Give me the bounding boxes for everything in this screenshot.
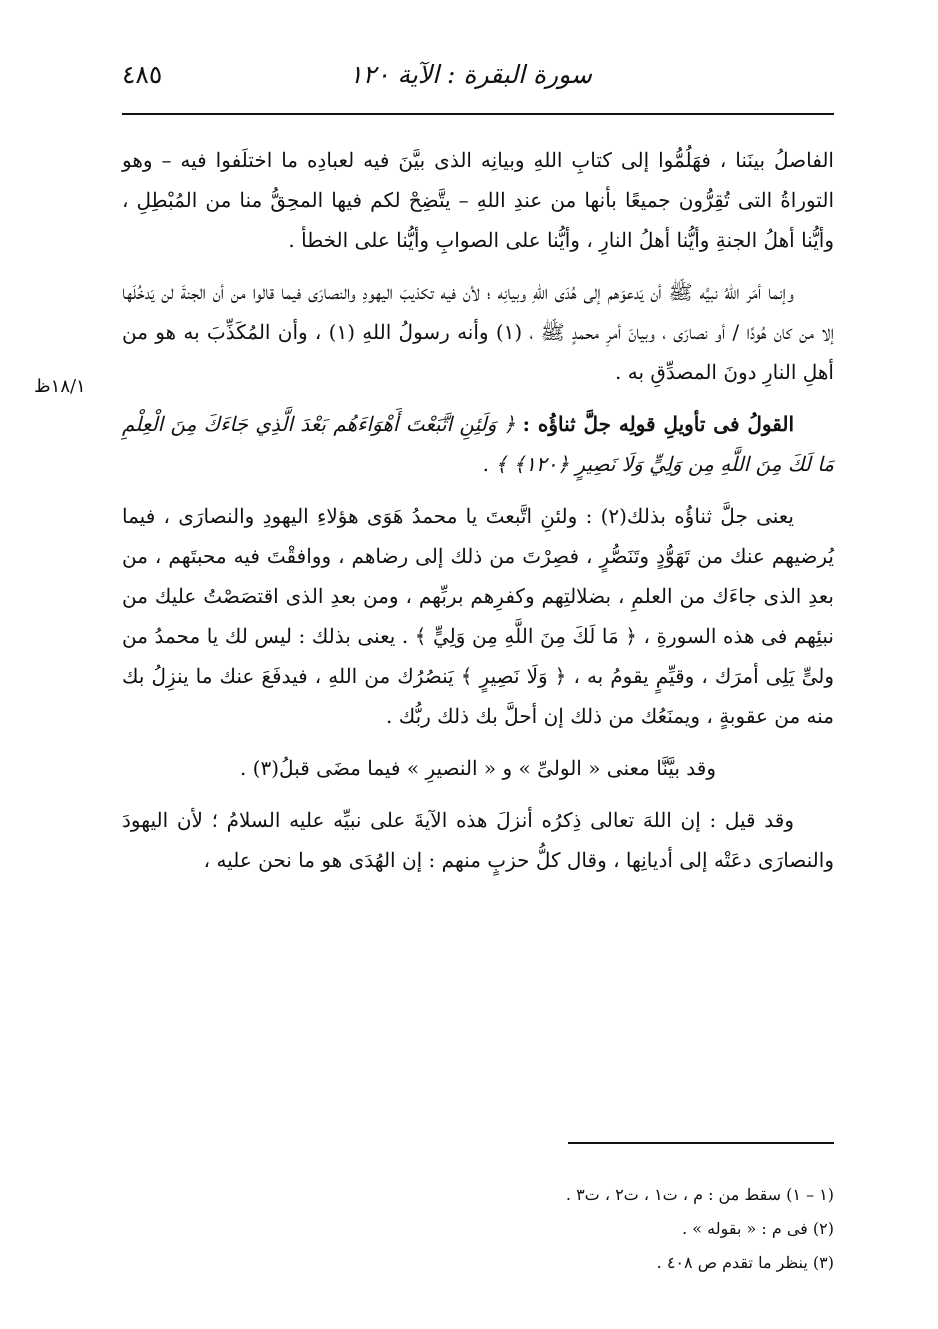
paragraph-1: الفاصلُ بينَنا ، فهَلُمُّوا إلى كتابِ اللهِ وبيانِه الذى بيَّنَ فيه لعبادِه ما اختلَفوا فيه – وهو التوراةُ التى تُقِرُّون جميعًا بأنها من عندِ اللهِ – يتَّضِحْ لكم فيها المحِقُّ منا من المُبْطِلِ ، وأيُّنا أهلُ الجنةِ وأيُّنا أهلُ النارِ ، وأيُّنا على الصوابِ وأيُّنا على الخطأ . xyxy=(122,148,834,252)
paragraph-5: وقد قيل : إن اللهَ تعالى ذِكرُه أنزلَ هذه الآيةَ على نبيِّه عليه السلامُ ؛ لأن اليهودَ والنصارَى دعَتْه إلى أديانِها ، وقال كلُّ حزبٍ منهم : إن الهُدَى هو ما نحن عليه ، xyxy=(122,808,834,872)
running-title: سورة البقرة : الآية ١٢٠ xyxy=(349,60,592,89)
header-rule xyxy=(122,113,834,115)
main-text xyxy=(122,140,834,880)
footnote-1: (١ – ١) سقط من : م ، ت١ ، ت٢ ، ت٣ . xyxy=(565,1185,834,1204)
quran-verse: ﴿ وَلَئِنِ اتَّبَعْتَ أَهْوَاءَهُم بَعْدَ الَّذِي جَاءَكَ مِنَ الْعِلْمِ مَا لَكَ مِنَ اللَّهِ مِن وَلِيٍّ وَلَا نَصِيرٍ ﴿١٢٠﴾ ﴾ . xyxy=(122,412,834,476)
paragraph-3: يعنى جلَّ ثناؤُه بذلك(٢) : ولئنِ اتَّبعتَ يا محمدُ هَوَى هؤلاءِ اليهودِ والنصارَى ، فيما يُرضيهم عنك من تَهَوُّدٍ وتَنَصُّرٍ ، فصِرْتَ من ذلك إلى رضاهم ، ووافقْتَ فيه محبتَهم ، من بعدِ الذى جاءَك من العلمِ ، بضلالتِهم وكفرِهم بربِّهم ، ومن بعدِ الذى اقتصَصْتُ عليك من نبئِهم فى هذه السورةِ ، ﴿ مَا لَكَ مِنَ اللَّهِ مِن وَلِيٍّ ﴾ . يعنى بذلك : ليس لك يا محمدُ من ولىٍّ يَلِى أمرَك ، وقيِّمٍ يقومُ به ، ﴿ وَلَا نَصِيرٍ ﴾ يَنصُرُك من اللهِ ، فيدفَعَ عنك ما ينزِلُ بك منه من عقوبةٍ ، ويمنَعُك من ذلك إن أحلَّ بك ذلك ربُّك . xyxy=(122,504,834,728)
footnotes xyxy=(414,1178,834,1280)
heading-label: القولُ فى تأويلِ قولِه جلَّ ثناؤُه : xyxy=(522,412,795,436)
paragraph-2: وإنما أمَر اللهُ نبيَّه ﷺ أن يَدعوَهم إلى هُدَى اللهِ وبيانِه ؛ لأن فيه تكذيبَ اليهودِ والنصارَى فيما قالوا من أن الجنةَ لن يَدخُلَها إلا من كان هُودًا / أو نصارَى ، وبيانَ أمرِ محمدٍ ﷺ ، (١) وأنه رسولُ اللهِ (١) ، وأن المُكَذِّبَ به هو من أهلِ النارِ دونَ المصدِّقِ به . xyxy=(122,280,834,384)
footnote-2: (٢) فى م : « بقوله » . xyxy=(682,1219,834,1238)
section-heading xyxy=(122,404,834,484)
margin-manuscript-note: ١٨/١ظ xyxy=(34,376,86,397)
paragraph-4: وقد بيَّنَّا معنى « الولىِّ » و « النصيرِ » فيما مضَى قبلُ(٣) . xyxy=(239,756,717,780)
page-header xyxy=(122,60,832,100)
footnote-3: (٣) ينظر ما تقدم ص ٤٠٨ . xyxy=(656,1253,834,1272)
page-number: ٤٨٥ xyxy=(122,60,163,89)
footnote-rule xyxy=(568,1142,834,1144)
